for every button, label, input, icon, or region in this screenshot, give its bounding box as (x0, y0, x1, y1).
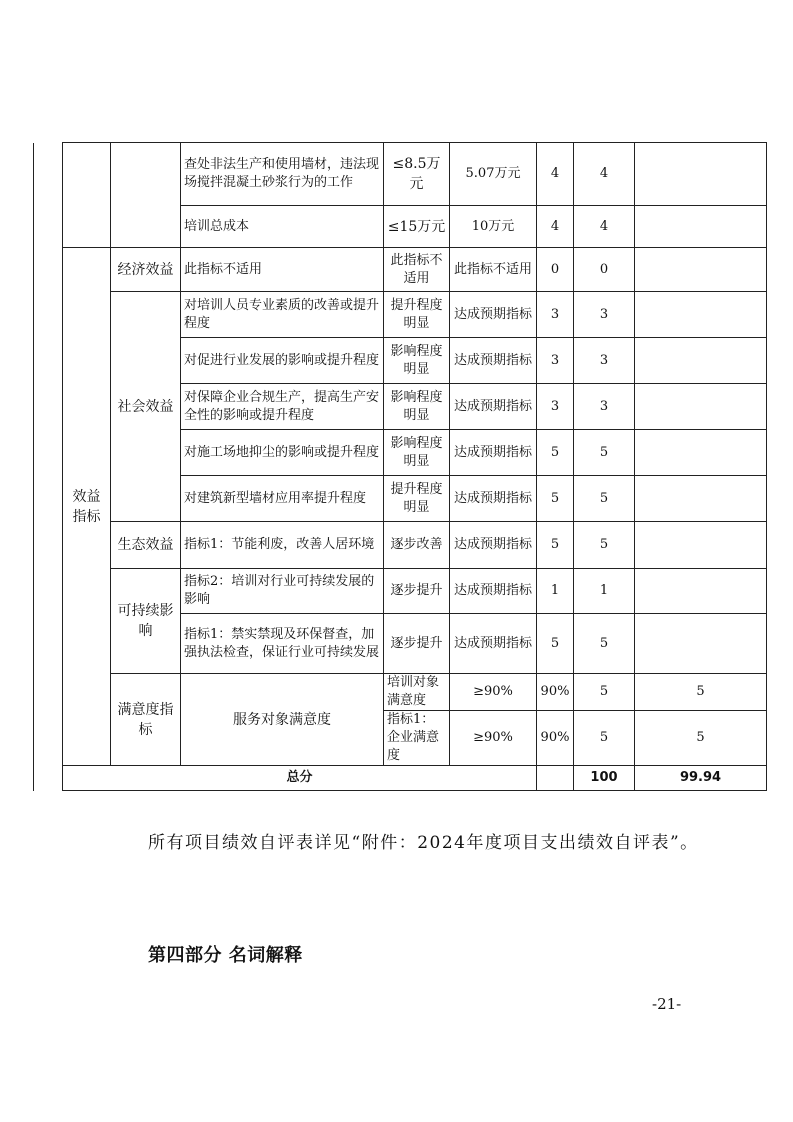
note-cell (635, 522, 767, 569)
note-cell (635, 248, 767, 292)
note-cell (635, 143, 767, 206)
weight-cell: 3 (537, 384, 574, 430)
score-cell: 4 (574, 206, 635, 248)
score-cell: 5 (574, 522, 635, 569)
weight-cell: 4 (537, 143, 574, 206)
weight-cell: 0 (537, 248, 574, 292)
score-cell: 3 (574, 338, 635, 384)
cost-subcategory-cell (111, 143, 181, 248)
weight-cell: 5 (537, 522, 574, 569)
reference-paragraph: 所有项目绩效自评表详见“附件：2024年度项目支出绩效自评表”。 (148, 833, 699, 853)
note-cell (635, 614, 767, 674)
indicator-cell: 指标1：禁实禁现及环保督查，加强执法检查，保证行业可持续发展 (181, 614, 384, 674)
section-heading: 第四部分 名词解释 (148, 945, 303, 966)
target-cell: 逐步提升 (384, 614, 450, 674)
weight-cell: 3 (537, 338, 574, 384)
target-cell: 逐步改善 (384, 522, 450, 569)
table-row (34, 248, 767, 292)
indicator-cell: 查处非法生产和使用墙材，违法现场搅拌混凝土砂浆行为的工作 (181, 143, 384, 206)
note-cell (635, 384, 767, 430)
weight-cell: 5 (537, 476, 574, 522)
actual-cell: 达成预期指标 (450, 614, 537, 674)
score-cell: 3 (574, 384, 635, 430)
score-cell: 5 (574, 476, 635, 522)
performance-table (33, 142, 767, 791)
score-cell: 5 (574, 614, 635, 674)
weight-cell: 5 (537, 430, 574, 476)
page-number: -21- (652, 995, 682, 1013)
score-cell: 3 (574, 292, 635, 338)
actual-cell: 达成预期指标 (450, 292, 537, 338)
actual-cell: 90% (537, 711, 574, 766)
cost-category-cell (63, 143, 111, 248)
note-cell (635, 338, 767, 384)
note-cell (635, 476, 767, 522)
lead-column (34, 143, 63, 791)
satisfaction-category-cell: 满意度指标 (111, 674, 181, 766)
actual-cell: 90% (537, 674, 574, 711)
indicator-cell: 指标1：节能利废，改善人居环境 (181, 522, 384, 569)
target-cell: 此指标不适用 (384, 248, 450, 292)
indicator-cell: 对建筑新型墙材应用率提升程度 (181, 476, 384, 522)
note-cell (635, 206, 767, 248)
actual-cell: 达成预期指标 (450, 338, 537, 384)
score-cell: 1 (574, 569, 635, 614)
actual-cell: 5.07万元 (450, 143, 537, 206)
target-cell: 提升程度明显 (384, 476, 450, 522)
table-row (34, 522, 767, 569)
note-cell (635, 430, 767, 476)
weight-cell: 4 (537, 206, 574, 248)
table-row (34, 143, 767, 206)
actual-cell: 达成预期指标 (450, 384, 537, 430)
target-cell: ≤15万元 (384, 206, 450, 248)
indicator-cell: 指标2：培训对行业可持续发展的影响 (181, 569, 384, 614)
score-cell: 5 (635, 674, 767, 711)
score-cell: 5 (574, 430, 635, 476)
target-cell: 影响程度明显 (384, 384, 450, 430)
subcategory-sustainable: 可持续影响 (111, 569, 181, 674)
table-row (34, 569, 767, 614)
actual-cell: 达成预期指标 (450, 476, 537, 522)
score-cell: 5 (635, 711, 767, 766)
weight-cell: 5 (574, 674, 635, 711)
target-cell: 提升程度明显 (384, 292, 450, 338)
indicator-cell: 培训总成本 (181, 206, 384, 248)
actual-cell: 达成预期指标 (450, 430, 537, 476)
total-score: 99.94 (635, 766, 767, 791)
subcategory-social: 社会效益 (111, 292, 181, 522)
weight-cell: 5 (537, 614, 574, 674)
indicator-cell: 指标1：企业满意度 (384, 711, 450, 766)
note-cell (635, 292, 767, 338)
actual-cell: 达成预期指标 (450, 522, 537, 569)
subcategory-satisfaction: 服务对象满意度 (181, 674, 384, 766)
target-cell: ≥90% (450, 711, 537, 766)
indicator-cell: 培训对象满意度 (384, 674, 450, 711)
note-cell (635, 569, 767, 614)
target-cell: ≥90% (450, 674, 537, 711)
target-cell: ≤8.5万元 (384, 143, 450, 206)
subcategory-ecological: 生态效益 (111, 522, 181, 569)
indicator-cell: 此指标不适用 (181, 248, 384, 292)
score-cell: 0 (574, 248, 635, 292)
weight-cell: 3 (537, 292, 574, 338)
target-cell: 逐步提升 (384, 569, 450, 614)
actual-cell: 10万元 (450, 206, 537, 248)
indicator-cell: 对施工场地抑尘的影响或提升程度 (181, 430, 384, 476)
table-row (34, 292, 767, 338)
table-row (34, 674, 767, 711)
indicator-cell: 对培训人员专业素质的改善或提升程度 (181, 292, 384, 338)
actual-cell: 达成预期指标 (450, 569, 537, 614)
target-cell: 影响程度明显 (384, 430, 450, 476)
total-actual-cell (537, 766, 574, 791)
weight-cell: 1 (537, 569, 574, 614)
indicator-cell: 对保障企业合规生产，提高生产安全性的影响或提升程度 (181, 384, 384, 430)
indicator-cell: 对促进行业发展的影响或提升程度 (181, 338, 384, 384)
target-cell: 影响程度明显 (384, 338, 450, 384)
actual-cell: 此指标不适用 (450, 248, 537, 292)
total-row (34, 766, 767, 791)
total-weight: 100 (574, 766, 635, 791)
weight-cell: 5 (574, 711, 635, 766)
score-cell: 4 (574, 143, 635, 206)
subcategory-economic: 经济效益 (111, 248, 181, 292)
benefit-category-cell: 效益指标 (63, 248, 111, 766)
total-label: 总分 (63, 766, 537, 791)
